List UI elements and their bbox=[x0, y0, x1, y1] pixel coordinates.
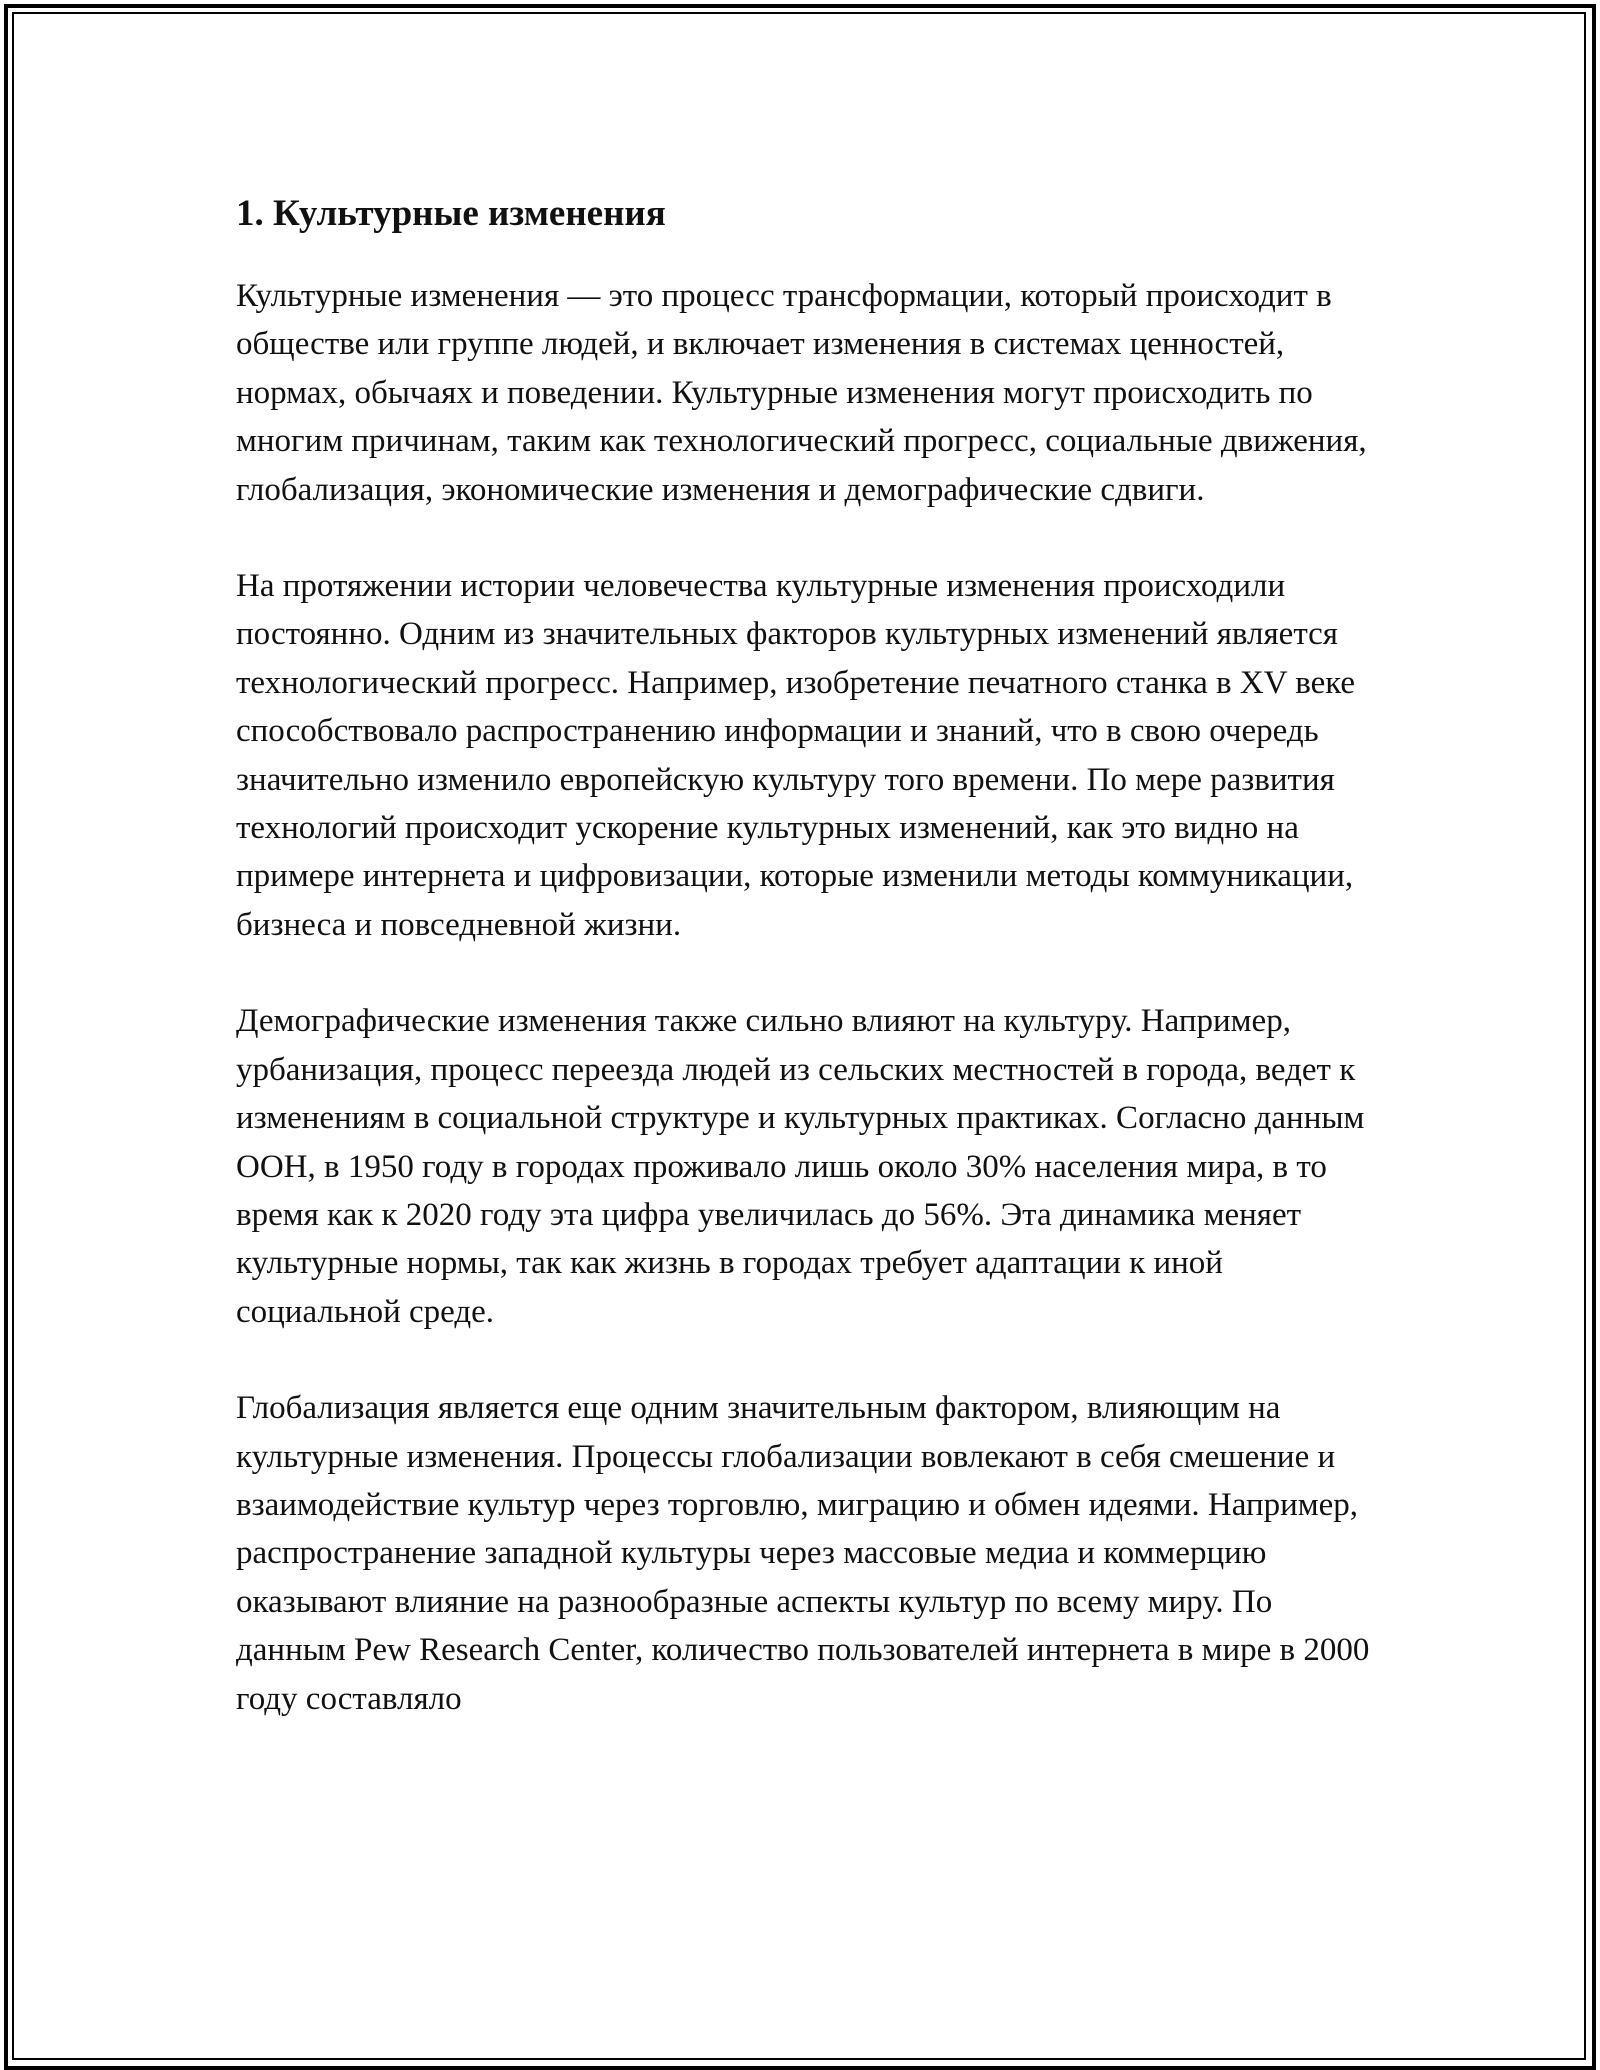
paragraph-4: Глобализация является еще одним значительным фактором, влияющим на культурные изменения. Процессы глобализации вовлекают в себя смешение и взаимодействие культур через торговлю, миграцию и обмен идеями. Например, распространение западной культуры через массовые медиа и коммерцию оказывают влияние на разнообразные аспекты культур по всему миру. По данным Pew Research Center, количество пользователей интернета в мире в 2000 году составляло bbox=[236, 1390, 1370, 1717]
paragraph-3: Демографические изменения также сильно влияют на культуру. Например, урбанизация, процесс переезда людей из сельских местностей в города, ведет к изменениям в социальной структуре и культурных практиках. Согласно данным ООН, в 1950 году в городах проживало лишь около 30% населения мира, в то время как к 2020 году эта цифра увеличилась до 56%. Эта динамика меняет культурные нормы, так как жизнь в городах требует адаптации к иной социальной среде. bbox=[236, 1003, 1365, 1330]
section-heading: 1. Культурные изменения bbox=[236, 193, 666, 234]
paragraph-1: Культурные изменения — это процесс трансформации, который происходит в обществе или группе людей, и включает изменения в системах ценностей, нормах, обычаях и поведении. Культурные изменения могут происходить по многим причинам, таким как технологический прогресс, социальные движения, глобализация, экономические изменения и демографические сдвиги. bbox=[236, 278, 1367, 508]
paragraph-2: На протяжении истории человечества культурные изменения происходили постоянно. Одним из значительных факторов культурных изменений является технологический прогресс. Например, изобретение печатного станка в XV веке способствовало распространению информации и знаний, что в свою очередь значительно изменило европейскую культуру того времени. По мере развития технологий происходит ускорение культурных изменений, как это видно на примере интернета и цифровизации, которые изменили методы коммуникации, бизнеса и повседневной жизни. bbox=[236, 568, 1356, 943]
document-body bbox=[236, 186, 1376, 1723]
